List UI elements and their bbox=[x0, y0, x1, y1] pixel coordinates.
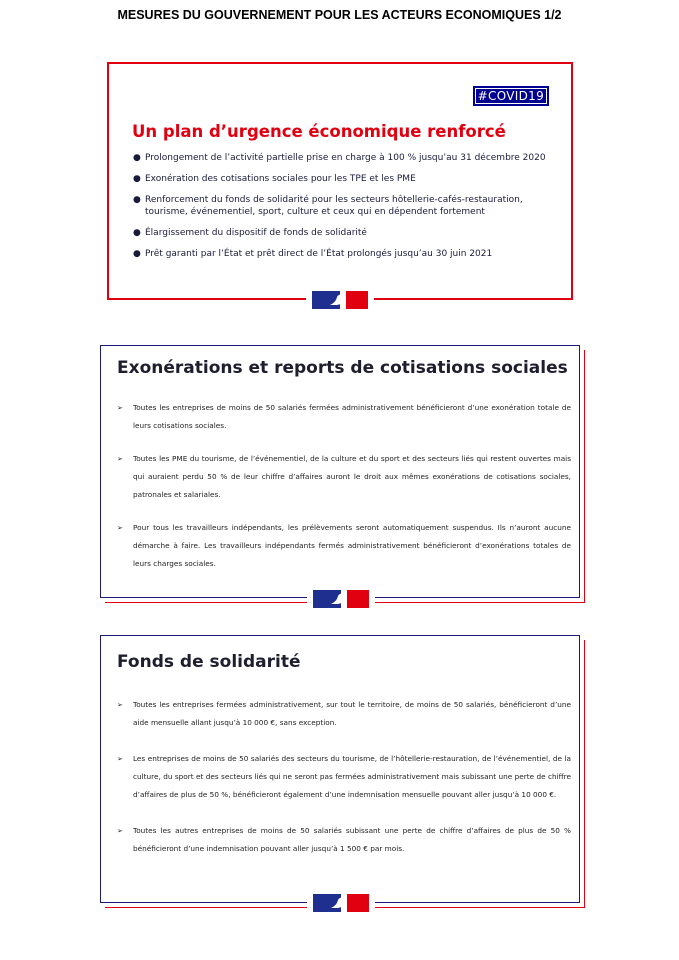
marianne-logo-icon bbox=[313, 894, 369, 912]
covid19-hashtag-badge: #COVID19 bbox=[473, 86, 549, 106]
list-item-text: Les entreprises de moins de 50 salariés des secteurs du tourisme, de l’hôtellerie-restauration, de l’événementiel, de la culture, du sport et des secteurs liés qui ne seront pas fermées administrativement mais subissant une perte de chiffre d’affaires de plus de 50 %, bénéficieront également d’une indemnisation mensuelle pouvant aller jusqu’à 10 000 €. bbox=[133, 754, 571, 799]
bullet-icon: ● bbox=[133, 249, 141, 259]
list-item-text: Prêt garanti par l’État et prêt direct de l’État prolongés jusqu’au 30 juin 2021 bbox=[145, 249, 493, 259]
list-item bbox=[117, 519, 571, 573]
solidarity-fund-panel bbox=[100, 635, 580, 903]
list-item bbox=[117, 399, 571, 435]
solidarity-fund-list bbox=[117, 696, 571, 876]
logo-container bbox=[307, 590, 375, 608]
list-item bbox=[117, 450, 571, 504]
bullet-icon: ● bbox=[133, 228, 141, 238]
list-item-text: Pour tous les travailleurs indépendants, les prélèvements seront automatiquement suspendus. Ils n’auront aucune démarche à faire. Les travailleurs indépendants fermés administrativement bénéficieront d’exonérations totales de leurs charges sociales. bbox=[133, 523, 571, 568]
marianne-logo-icon bbox=[312, 291, 368, 309]
list-item bbox=[133, 194, 563, 218]
list-item bbox=[117, 696, 571, 732]
bullet-icon: ● bbox=[133, 153, 141, 163]
social-contributions-heading: Exonérations et reports de cotisations sociales bbox=[117, 358, 568, 378]
social-contributions-list bbox=[117, 399, 571, 588]
arrow-bullet-icon: ➢ bbox=[117, 524, 123, 532]
list-item-text: Toutes les autres entreprises de moins de 50 salariés subissant une perte de chiffre d’affaires de plus de 50 % bénéficieront d’une indemnisation pouvant aller jusqu’à 1 500 € par mois. bbox=[133, 826, 571, 853]
list-item bbox=[133, 248, 563, 260]
bullet-icon: ● bbox=[133, 195, 141, 205]
logo-container bbox=[306, 291, 374, 309]
list-item-text: Exonération des cotisations sociales pour les TPE et les PME bbox=[145, 174, 416, 184]
list-item-text: Toutes les PME du tourisme, de l’événementiel, de la culture et du sport et des secteurs liés qui restent ouvertes mais qui auraient perdu 50 % de leur chiffre d’affaires auront le droit aux mêmes exonérations de cotisations sociales, patronales et salariales. bbox=[133, 454, 571, 499]
list-item bbox=[133, 173, 563, 185]
list-item-text: Prolongement de l’activité partielle prise en charge à 100 % jusqu’au 31 décembre 2020 bbox=[145, 153, 546, 163]
marianne-logo-icon bbox=[313, 590, 369, 608]
list-item bbox=[117, 750, 571, 804]
logo-container bbox=[307, 894, 375, 912]
page-title: MESURES DU GOUVERNEMENT POUR LES ACTEURS ECONOMIQUES 1/2 bbox=[117, 8, 562, 22]
arrow-bullet-icon: ➢ bbox=[117, 404, 123, 412]
social-contributions-panel bbox=[100, 345, 580, 598]
urgency-plan-list bbox=[133, 152, 563, 269]
list-item-text: Toutes les entreprises de moins de 50 salariés fermées administrativement bénéficieront d’une exonération totale de leurs cotisations sociales. bbox=[133, 403, 571, 430]
arrow-bullet-icon: ➢ bbox=[117, 455, 123, 463]
bullet-icon: ● bbox=[133, 174, 141, 184]
urgency-plan-heading: Un plan d’urgence économique renforcé bbox=[132, 122, 506, 141]
arrow-bullet-icon: ➢ bbox=[117, 755, 123, 763]
list-item bbox=[133, 227, 563, 239]
list-item-text: Toutes les entreprises fermées administrativement, sur tout le territoire, de moins de 50 salariés, bénéficieront d’une aide mensuelle allant jusqu’à 10 000 €, sans exception. bbox=[133, 700, 571, 727]
urgency-plan-panel bbox=[107, 62, 573, 300]
list-item-text: Renforcement du fonds de solidarité pour les secteurs hôtellerie-cafés-restauration, tourisme, événementiel, sport, culture et ceux qui en dépendent fortement bbox=[145, 195, 523, 217]
solidarity-fund-heading: Fonds de solidarité bbox=[117, 652, 301, 672]
arrow-bullet-icon: ➢ bbox=[117, 827, 123, 835]
arrow-bullet-icon: ➢ bbox=[117, 701, 123, 709]
list-item bbox=[117, 822, 571, 858]
list-item-text: Élargissement du dispositif de fonds de solidarité bbox=[145, 228, 367, 238]
list-item bbox=[133, 152, 563, 164]
